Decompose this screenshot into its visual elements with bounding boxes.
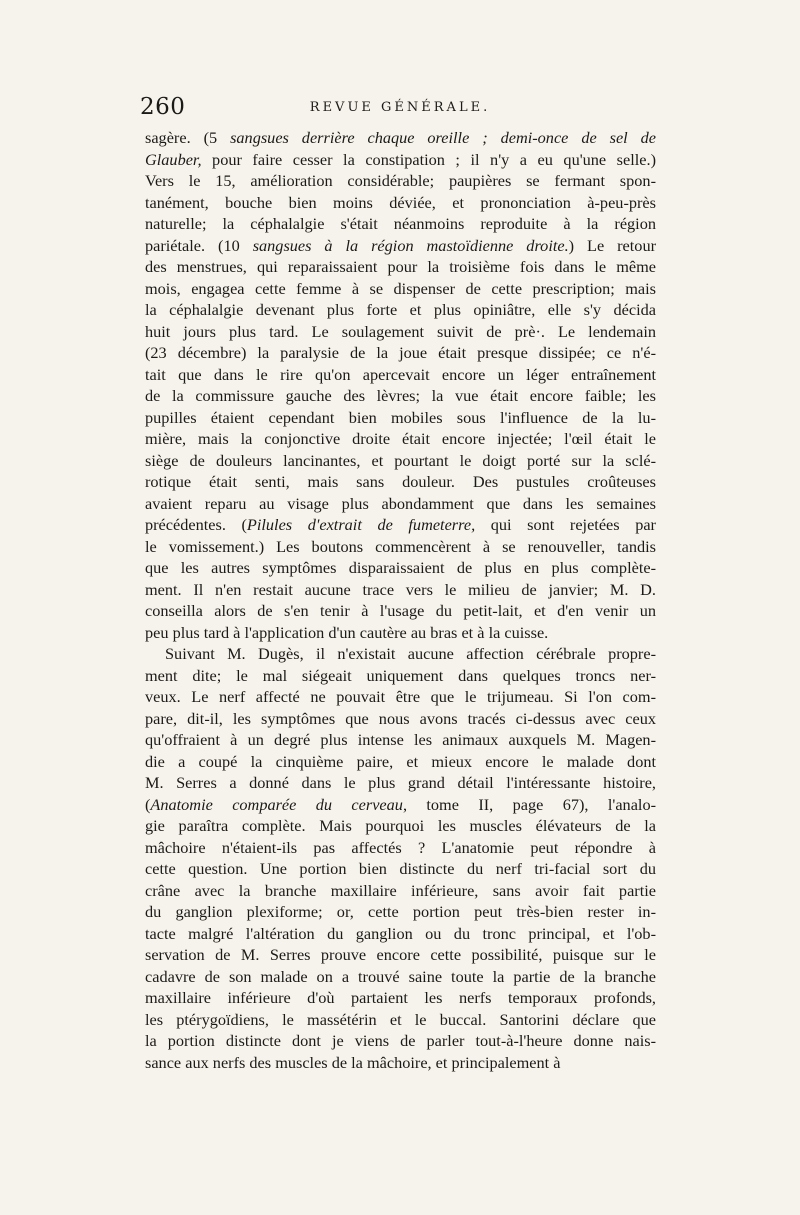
text-line <box>145 299 656 321</box>
text-run: , tome II, page 67), l'analo- <box>402 794 656 814</box>
text-run: tacte malgré l'altération du ganglion ou du tronc principal, et l'ob- <box>145 923 656 943</box>
text-line <box>145 364 656 386</box>
text-line <box>145 643 656 665</box>
text-line <box>145 772 656 794</box>
text-line <box>145 149 656 171</box>
text-run: pour faire cesser la constipation ; il n'y a eu qu'une selle.) <box>201 149 656 169</box>
italic-run: Pilules d'extrait de fumeterre, <box>246 515 476 534</box>
italic-run: sangsues derrière chaque oreille ; demi-once de sel de <box>230 128 656 147</box>
text-line <box>145 751 656 773</box>
text-run: du ganglion plexiforme; or, cette portion peut très-bien rester in- <box>145 902 656 921</box>
text-run: ) Le retour <box>568 235 656 255</box>
text-run: pariétale. (10 <box>145 235 253 255</box>
text-run: mière, mais la conjonctive droite était encore injectée; l'œil était le <box>145 429 656 448</box>
text-run: pupilles étaient cependant bien mobiles sous l'influence de la lu- <box>145 407 656 427</box>
text-line <box>145 815 656 837</box>
text-run: sagère. (5 <box>145 128 231 147</box>
text-line <box>145 192 656 214</box>
text-line <box>145 794 656 816</box>
text-line <box>145 235 656 257</box>
text-run: mois, engagea cette femme à se dispenser de cette prescription; mais <box>145 278 656 298</box>
text-run: ment. Il n'en restait aucune trace vers le milieu de janvier; M. D. <box>145 579 656 599</box>
text-run: ( <box>145 794 151 814</box>
text-line <box>145 944 656 966</box>
running-title: REVUE GÉNÉRALE. <box>309 100 491 115</box>
text-run: M. Serres a donné dans le plus grand détail l'intéressante histoire, <box>145 773 656 792</box>
text-run: mâchoire n'étaient-ils pas affectés ? L'anatomie peut répondre à <box>145 837 656 857</box>
text-line <box>145 450 656 472</box>
page-number: 260 <box>140 94 186 120</box>
text-line <box>145 493 656 515</box>
paragraph <box>145 127 656 643</box>
text-run: précédentes. ( <box>145 515 247 534</box>
text-run: huit jours plus tard. Le soulagement suivit de prè·. Le lendemain <box>145 321 656 341</box>
text-line <box>145 858 656 880</box>
text-line <box>145 557 656 579</box>
text-run: rotique était senti, mais sans douleur. Des pustules croûteuses <box>145 472 656 491</box>
text-run: veux. Le nerf affecté ne pouvait être que le trijumeau. Si l'on com- <box>145 687 656 706</box>
text-run: le vomissement.) Les boutons commencèrent à se renouveller, tandis <box>145 536 656 556</box>
text-line <box>145 665 656 687</box>
text-line <box>145 514 656 536</box>
text-run: avaient reparu au visage plus abondamment que dans les semaines <box>145 493 656 513</box>
text-line <box>145 622 656 644</box>
text-run: servation de M. Serres prouve encore cette possibilité, puisque sur le <box>145 945 656 964</box>
text-line <box>145 127 656 149</box>
italic-run: Anatomie comparée du cerveau <box>150 794 403 814</box>
text-run: naturelle; la céphalalgie s'était néanmoins reproduite à la région <box>145 214 656 233</box>
text-line <box>145 686 656 708</box>
text-run: Vers le 15, amélioration considérable; paupières se fermant spon- <box>145 171 656 190</box>
text-line <box>145 923 656 945</box>
text-line <box>145 1030 656 1052</box>
text-line <box>145 536 656 558</box>
text-run: qui sont rejetées par <box>475 515 656 534</box>
text-line <box>145 321 656 343</box>
text-line <box>145 342 656 364</box>
text-line <box>145 385 656 407</box>
text-run: la céphalalgie devenant plus forte et plus opiniâtre, elle s'y décida <box>145 300 656 319</box>
text-run: siège de douleurs lancinantes, et pourtant le doigt porté sur la sclé- <box>145 450 656 470</box>
text-run: gie paraîtra complète. Mais pourquoi les muscles élévateurs de la <box>145 816 656 835</box>
text-run: pare, dit-il, les symptômes que nous avons tracés ci-dessus avec ceux <box>145 708 656 728</box>
text-run: de la commissure gauche des lèvres; la vue était encore faible; les <box>145 386 656 405</box>
text-line <box>145 837 656 859</box>
text-line <box>145 256 656 278</box>
text-line <box>145 987 656 1009</box>
page-header <box>140 94 660 124</box>
text-line <box>145 1052 656 1074</box>
text-line <box>145 471 656 493</box>
text-run: cadavre de son malade on a trouvé saine toute la partie de la branche <box>145 966 656 986</box>
text-run: ment dite; le mal siégeait uniquement dans quelques troncs ner- <box>145 665 656 685</box>
text-run: (23 décembre) la paralysie de la joue était presque dissipée; ce n'é- <box>145 343 656 362</box>
text-run: qu'offraient à un degré plus intense les animaux auxquels M. Magen- <box>145 730 656 749</box>
text-run: tait que dans le rire qu'on apercevait encore un léger entraînement <box>145 364 656 384</box>
text-line <box>145 966 656 988</box>
italic-run: Glauber, <box>145 149 202 169</box>
text-run: sance aux nerfs des muscles de la mâchoire, et principalement à <box>145 1052 561 1072</box>
text-line <box>145 708 656 730</box>
text-line <box>145 729 656 751</box>
text-run: conseilla alors de s'en tenir à l'usage du petit-lait, et d'en venir un <box>145 601 656 620</box>
text-run: cette question. Une portion bien distincte du nerf tri-facial sort du <box>145 859 656 878</box>
text-run: tanément, bouche bien moins déviée, et prononciation à-peu-près <box>145 192 656 212</box>
text-run: que les autres symptômes disparaissaient de plus en plus complète- <box>145 558 656 577</box>
text-line <box>145 428 656 450</box>
text-run: la portion distincte dont je viens de parler tout-à-l'heure donne nais- <box>145 1031 656 1050</box>
text-run: crâne avec la branche maxillaire inférieure, sans avoir fait partie <box>145 880 656 900</box>
text-line <box>145 170 656 192</box>
text-line <box>145 1009 656 1031</box>
text-run: Suivant M. Dugès, il n'existait aucune affection cérébrale propre- <box>165 644 656 663</box>
body-text <box>145 127 656 1073</box>
text-line <box>145 407 656 429</box>
text-line <box>145 600 656 622</box>
italic-run: sangsues à la région mastoïdienne droite. <box>252 235 569 255</box>
text-run: des menstrues, qui reparaissaient pour la troisième fois dans le même <box>145 257 656 276</box>
text-run: les ptérygoïdiens, le massétérin et le buccal. Santorini déclare que <box>145 1009 656 1029</box>
text-line <box>145 213 656 235</box>
paragraph <box>145 643 656 1073</box>
text-run: die a coupé la cinquième paire, et mieux encore le malade dont <box>145 751 656 771</box>
text-line <box>145 579 656 601</box>
text-line <box>145 880 656 902</box>
text-line <box>145 278 656 300</box>
text-run: peu plus tard à l'application d'un cautère au bras et à la cuisse. <box>145 622 549 642</box>
text-line <box>145 901 656 923</box>
text-run: maxillaire inférieure d'où partaient les nerfs temporaux profonds, <box>145 988 656 1007</box>
